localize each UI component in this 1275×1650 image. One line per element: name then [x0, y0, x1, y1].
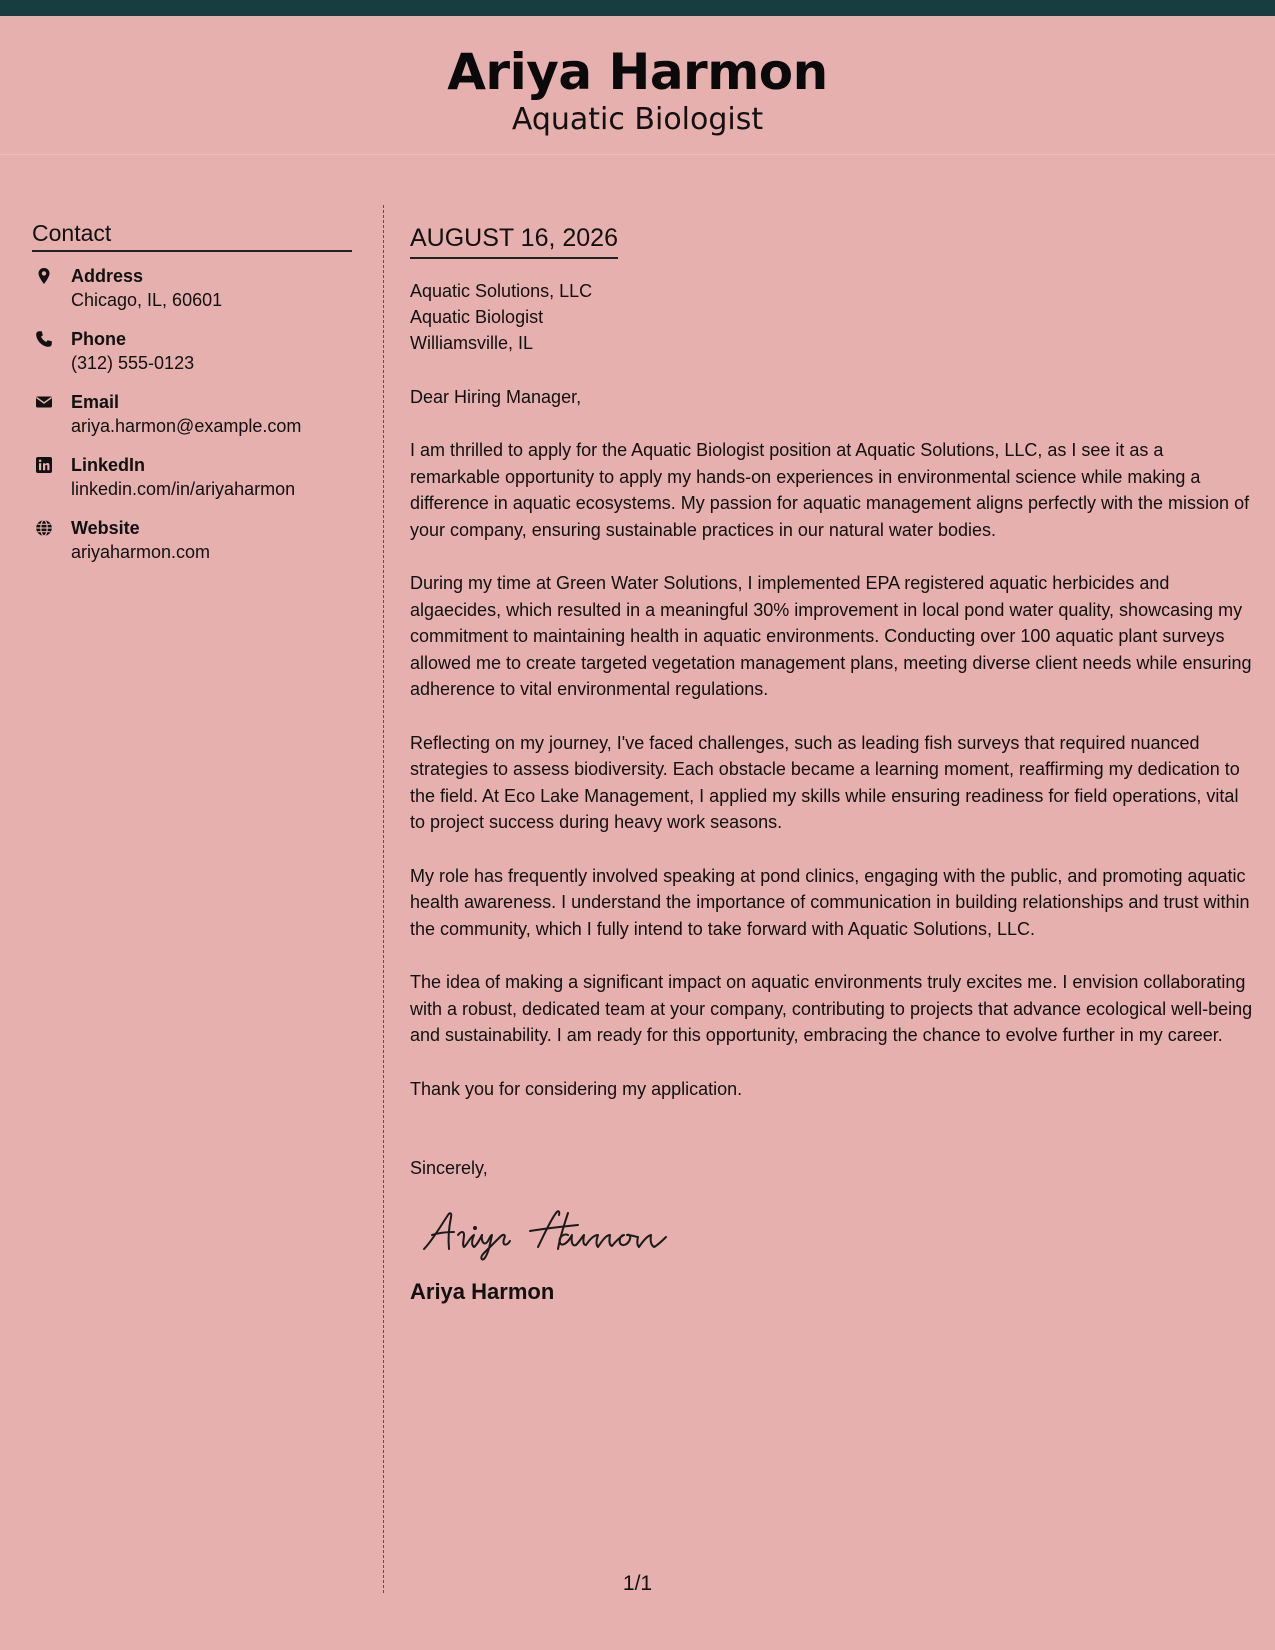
linkedin-icon: [35, 456, 53, 474]
map-pin-icon: [35, 267, 53, 285]
contact-value: linkedin.com/in/ariyaharmon: [71, 479, 296, 499]
applicant-role: Aquatic Biologist: [511, 102, 764, 137]
recipient-company: Aquatic Solutions, LLC: [410, 281, 593, 301]
top-accent-bar: [0, 0, 1275, 16]
salutation: Dear Hiring Manager,: [410, 387, 582, 407]
envelope-icon: [35, 393, 53, 411]
closing-thanks: Thank you for considering my application.: [410, 1078, 743, 1099]
letter-body: [410, 222, 1255, 1306]
recipient-location: Williamsville, IL: [410, 333, 534, 353]
letter-paragraph: My role has frequently involved speaking at pond clinics, engaging with the public, and promoting aquatic health awareness. I understand the importance of communication in building relationships and trust within the community, which I fully intend to take forward with Aquatic Solutions, LLC.: [410, 865, 1250, 939]
contact-label: LinkedIn: [71, 455, 146, 475]
contact-item-phone: [32, 327, 352, 378]
contact-label: Address: [71, 266, 144, 286]
applicant-name: Ariya Harmon: [447, 43, 828, 101]
phone-icon: [35, 330, 53, 348]
globe-icon: [35, 519, 53, 537]
contact-value: (312) 555-0123: [71, 353, 195, 373]
letter-paragraph: During my time at Green Water Solutions, I implemented EPA registered aquatic herbicides and algaecides, which resulted in a meaningful 30% improvement in local pond water quality, showcasing my commitment to maintaining health in aquatic environments. Conducting over 100 aquatic plant surveys allowed me to create targeted vegetation management plans, meeting diverse client needs while ensuring adherence to vital environmental regulations.: [410, 573, 1252, 699]
contact-label: Phone: [71, 329, 127, 349]
handwritten-signature: [418, 1201, 688, 1263]
page-number: 1/1: [622, 1572, 653, 1595]
column-divider: [383, 205, 384, 1593]
contact-value: ariya.harmon@example.com: [71, 416, 302, 436]
letter-paragraph: Reflecting on my journey, I've faced challenges, such as leading fish surveys that required nuanced strategies to assess biodiversity. Each obstacle became a learning moment, reaffirming my dedication to the field. At Eco Lake Management, I applied my skills while ensuring readiness for field operations, vital to project success during heavy work seasons.: [410, 732, 1240, 832]
letter-date: AUGUST 16, 2026: [410, 222, 618, 259]
contact-item-website: [32, 516, 352, 567]
contact-value: ariyaharmon.com: [71, 542, 211, 562]
contact-heading: Contact: [32, 218, 352, 252]
page-header: [0, 16, 1275, 155]
contact-label: Email: [71, 392, 120, 412]
signer-name: Ariya Harmon: [410, 1278, 555, 1304]
contact-item-address: [32, 264, 352, 315]
letter-paragraph: The idea of making a significant impact on aquatic environments truly excites me. I envision collaborating with a robust, dedicated team at your company, contributing to projects that advance ecological well-being and sustainability. I am ready for this opportunity, embracing the chance to evolve further in my career.: [410, 972, 1253, 1045]
contact-label: Website: [71, 518, 140, 538]
letter-paragraph: I am thrilled to apply for the Aquatic Biologist position at Aquatic Solutions, LLC, as I see it as a remarkable opportunity to apply my hands-on experiences in environmental science while making a difference in aquatic ecosystems. My passion for aquatic management aligns perfectly with the mission of your company, ensuring sustainable practices in our natural water bodies.: [410, 440, 1250, 540]
sign-off: Sincerely,: [410, 1157, 488, 1178]
contact-item-email: [32, 390, 352, 441]
contact-value: Chicago, IL, 60601: [71, 290, 223, 310]
contact-sidebar: [32, 218, 352, 579]
contact-item-linkedin: [32, 453, 352, 504]
recipient-block: [410, 278, 1255, 356]
recipient-position: Aquatic Biologist: [410, 307, 544, 327]
